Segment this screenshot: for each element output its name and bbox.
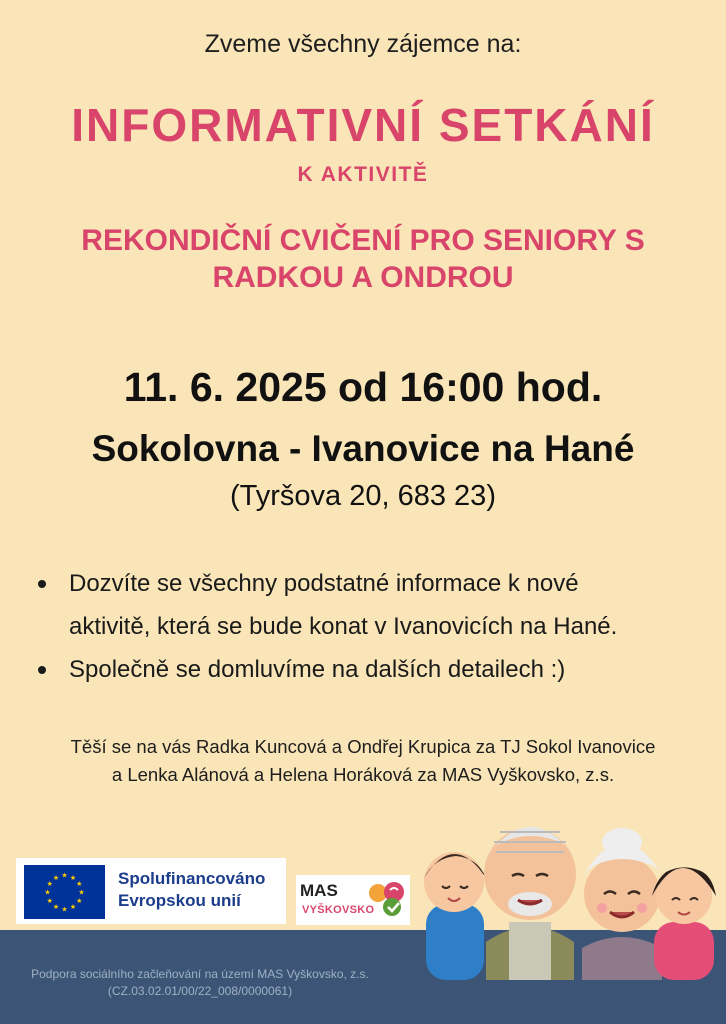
footer-funding-note: [0, 966, 400, 1000]
info-bullet-list: [36, 562, 706, 691]
organizers-line-1: Těší se na vás Radka Kuncová a Ondřej Krupica za TJ Sokol Ivanovice: [70, 736, 656, 757]
eu-cofunding-label: [118, 868, 265, 912]
activity-name: [0, 222, 726, 296]
eu-star-icon: ★: [61, 872, 68, 880]
invitation-line: Zveme všechny zájemce na:: [204, 30, 522, 58]
eu-star-icon: ★: [78, 889, 85, 897]
footer-line-2: (CZ.03.02.01/00/22_008/0000061): [107, 984, 293, 998]
event-datetime: 11. 6. 2025 od 16:00 hod.: [123, 364, 603, 410]
eu-flag-icon: [24, 865, 105, 919]
eu-star-icon: ★: [76, 898, 83, 905]
organizers-line-2: a Lenka Alánová a Helena Horáková za MAS Vyškovsko, z.s.: [111, 764, 615, 785]
event-subtitle: K AKTIVITĚ: [297, 163, 429, 186]
child-girl-figure: [652, 867, 716, 980]
grandmother-figure: [582, 828, 664, 980]
eu-star-icon: ★: [46, 898, 53, 905]
bullet-text-line: aktivitě, která se bude konat v Ivanovicích na Hané.: [69, 613, 618, 640]
bullet-text-line: Společně se domluvíme na dalších detailech :): [69, 656, 566, 683]
organizers-note: [0, 733, 726, 789]
bullet-dot-icon: [38, 580, 46, 588]
bullet-dot-icon: [38, 666, 46, 674]
eu-label-line-1: Spolufinancováno: [118, 869, 266, 888]
mas-vyskovsko-logo-icon: [364, 879, 408, 919]
event-venue: Sokolovna - Ivanovice na Hané: [91, 428, 635, 469]
event-address: (Tyršova 20, 683 23): [230, 480, 496, 512]
bullet-item: [36, 648, 706, 691]
event-title: INFORMATIVNÍ SETKÁNÍ: [71, 99, 655, 151]
grandfather-figure: [484, 827, 576, 980]
activity-line-1: REKONDIČNÍ CVIČENÍ PRO SENIORY S: [81, 224, 645, 257]
eu-star-icon: ★: [69, 904, 77, 912]
seniors-family-illustration: [414, 812, 720, 980]
mas-logo-name: MAS: [300, 881, 338, 900]
eu-star-icon: ★: [52, 874, 60, 882]
footer-line-1: Podpora sociálního začleňování na území MAS Vyškovsko, z.s.: [31, 967, 369, 981]
eu-star-icon: ★: [69, 874, 77, 882]
eu-star-icon: ★: [44, 889, 51, 897]
bullet-item: [36, 562, 706, 648]
bullet-text-line: Dozvíte se všechny podstatné informace k nové: [69, 570, 579, 597]
activity-line-2: RADKOU A ONDROU: [212, 261, 514, 294]
eu-star-icon: ★: [76, 881, 83, 888]
child-boy-figure: [424, 852, 486, 980]
mas-logo-subtitle: VYŠKOVSKO: [302, 904, 375, 916]
eu-star-icon: ★: [61, 906, 68, 914]
eu-star-icon: ★: [46, 881, 53, 888]
eu-label-line-2: Evropskou unií: [118, 891, 241, 910]
eu-star-icon: ★: [52, 904, 60, 912]
